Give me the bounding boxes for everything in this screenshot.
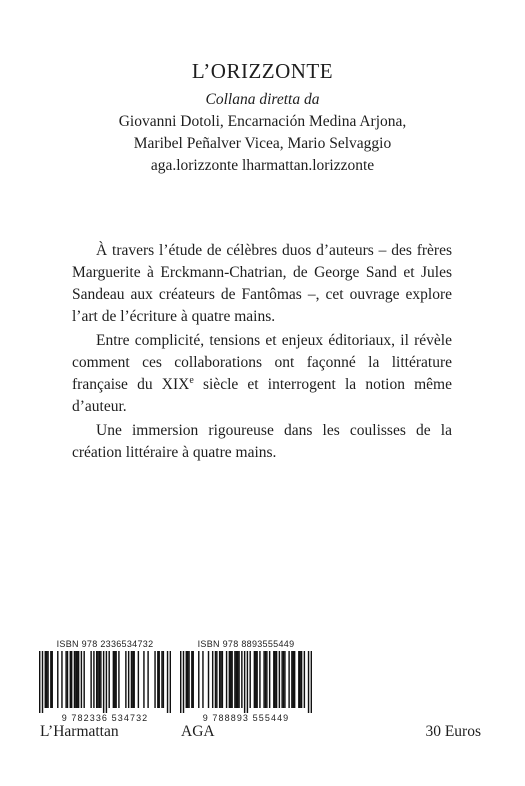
blurb-paragraph-2-start: Entre complicité, tensions et enjeux éditoriaux, il révèle comment ces collaborations ont façonné la littérature française du XIX [72,332,452,393]
barcode-bar [83,651,84,708]
barcode-bar [308,651,309,713]
barcode-bar [125,651,126,708]
barcode-bar [254,651,255,708]
barcode-bar [237,651,238,708]
barcode-bar [212,651,213,708]
barcode-bar [215,651,216,708]
barcode-bar [67,651,68,708]
barcode-bar [46,651,47,708]
isbn-label: ISBN 978 8893555449 [197,639,295,649]
barcode-bar [128,651,129,708]
barcode-bar [266,651,267,708]
barcode-bar [247,651,248,713]
barcode-bar [99,651,100,708]
barcode-bar [100,651,101,708]
barcode-bar [299,651,300,708]
barcode-bar [93,651,94,708]
barcode-bar [161,651,162,708]
barcode-bar [198,651,199,708]
barcode-bar [283,651,284,708]
barcode-image [39,651,171,713]
barcode-bar [301,651,302,708]
barcode-bar [74,651,75,708]
barcode-bar [108,651,109,708]
barcode-aga [180,639,312,723]
barcode-bar [244,651,245,713]
barcode-bar [230,651,231,708]
century-superscript: e [189,374,194,386]
barcode-bar [222,651,223,708]
barcode-bar [226,651,227,708]
barcode-bar [154,651,155,708]
barcode-bar [132,651,133,708]
barcode-bar [118,651,119,708]
barcode-bar [238,651,239,708]
barcode-bar [70,651,71,708]
barcode-bar [147,651,148,708]
barcode-bar [115,651,116,708]
barcode-bar [311,651,312,713]
barcode-bar [47,651,48,708]
barcode-bar [294,651,295,708]
barcode-bar [50,651,51,708]
series-editors-line-1: Giovanni Dotoli, Encarnación Medina Arjona, [118,113,407,130]
barcode-bar [183,651,184,713]
series-title: L’ORIZZONTE [191,59,334,83]
barcode-bar [106,651,107,713]
barcode-bar [39,651,40,713]
barcode-bar [281,651,282,708]
barcode-digits: 9 788893 555449 [202,713,290,723]
barcode-bar [263,651,264,708]
barcode-bar [298,651,299,708]
barcode-bar [97,651,98,708]
barcode-bar [157,651,158,708]
barcode-bar [113,651,114,708]
barcode-bar [255,651,256,708]
barcode-bar [219,651,220,708]
barcode-bar [220,651,221,708]
price: 30 Euros [425,723,481,740]
barcode-digits: 9 782336 534732 [61,713,149,723]
barcode-bar [193,651,194,708]
barcode-bar [288,651,289,708]
barcode-bar [188,651,189,708]
publisher-lharmattan: L’Harmattan [40,723,119,740]
barcode-bar [191,651,192,708]
barcode-bar [231,651,232,708]
barcode-bar [186,651,187,708]
barcode-bar [208,651,209,708]
barcode-image [180,651,312,713]
barcode-bar [187,651,188,708]
barcode-bar [279,651,280,708]
barcode-bar [114,651,115,708]
barcode-bar [103,651,104,713]
barcode-bar [256,651,257,708]
barcode-bar [163,651,164,708]
blurb-paragraph-3: Une immersion rigoureuse dans les coulisses de la création littéraire à quatre mains. [72,422,452,461]
barcode-bar [259,651,260,708]
barcode-bar [96,651,97,708]
barcode-bar [42,651,43,713]
barcode-bar [216,651,217,708]
barcode-bar [236,651,237,708]
blurb-paragraph-2 [72,330,452,418]
barcode-bar [265,651,266,708]
barcode-bar [293,651,294,708]
barcode-bar [273,651,274,708]
barcode-lharmattan [39,639,171,723]
barcode-bar [75,651,76,708]
barcode-bar [202,651,203,708]
barcode-bar [65,651,66,708]
series-editors-line-2: Maribel Peñalver Vicea, Mario Selvaggio [133,135,392,152]
series-header [0,58,525,177]
isbn-label: ISBN 978 2336534732 [56,639,154,649]
barcode-bar [90,651,91,708]
barcode-bar [158,651,159,708]
barcode-bar [234,651,235,708]
barcode-bar [77,651,78,708]
barcode-bar [57,651,58,708]
barcode-bar [167,651,168,713]
blurb [72,240,452,466]
barcode-bar [143,651,144,708]
barcode-bar [180,651,181,713]
barcode-bar [291,651,292,708]
barcode-bar [61,651,62,708]
series-links: aga.lorizzonte lharmattan.lorizzonte [150,157,375,174]
barcode-bar [45,651,46,708]
barcode-bar [138,651,139,708]
barcode-bar [274,651,275,708]
barcode-bar [249,651,250,708]
publisher-aga: AGA [181,723,215,740]
barcode-bar [52,651,53,708]
barcode-bar [229,651,230,708]
barcode-bar [241,651,242,708]
blurb-paragraph-1: À travers l’étude de célèbres duos d’auteurs – des frères Marguerite à Erckmann-Chatrian, de George Sand et Jules Sandeau aux créateurs de Fantômas –, cet ouvrage explore l’art de l’écriture à quatre mains. [72,242,452,325]
barcode-bar [133,651,134,708]
barcode-bar [131,651,132,708]
barcode-bar [81,651,82,708]
barcode-bar [269,651,270,708]
barcode-bar [276,651,277,708]
barcode-bar [78,651,79,708]
barcode-bar [304,651,305,708]
series-subtitle: Collana diretta da [205,91,320,108]
barcode-bar [284,651,285,708]
blurb-paragraph-2-end: siècle et interrogent la notion même d’auteur. [72,376,452,415]
barcode-bar [170,651,171,713]
barcode-bar [71,651,72,708]
